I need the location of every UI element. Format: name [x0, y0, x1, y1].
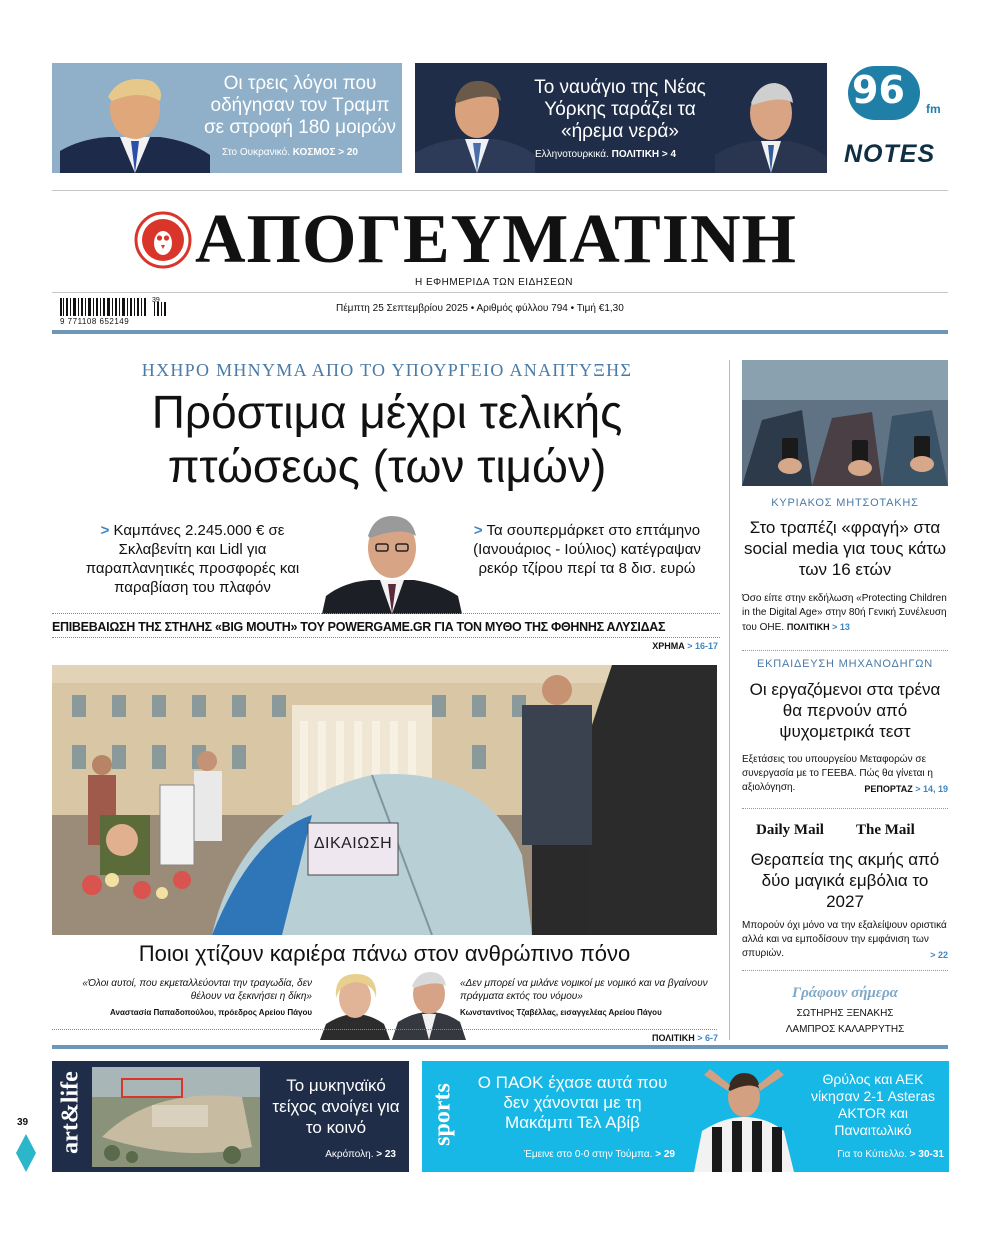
photo-story-page-ref[interactable]: ΠΟΛΙΤΙΚΗ > 6-7	[651, 1033, 718, 1043]
barcode-issue: 39	[152, 297, 160, 304]
photo-story-divider	[52, 1029, 717, 1030]
protest-sign: ΔΙΚΑΙΩΣΗ	[313, 835, 393, 852]
sports-side-headline: Θρύλος και ΑΕΚ νίκησαν 2-1 Asteras AKTOR και Παναιτωλικό	[810, 1071, 936, 1138]
art-life-label: art&life	[57, 1071, 84, 1154]
sidebar-story2-page-ref[interactable]: ΡΕΠΟΡΤΑΖ > 14, 19	[864, 784, 948, 794]
page-number: 39	[17, 1117, 29, 1128]
barcode-number: 9 771108 652149	[60, 317, 130, 326]
masthead-tagline: Η ΕΦΗΜΕΡΙΔΑ ΤΩΝ ΕΙΔΗΣΕΩΝ	[415, 277, 574, 288]
radio-number: 96	[852, 68, 905, 112]
masthead-title[interactable]: ΑΠΟΓΕΥΜΑΤΙΝΗ	[195, 201, 797, 278]
masthead-bottom-rule	[52, 292, 948, 293]
column-divider	[729, 360, 730, 1040]
sidebar-story3-page-ref[interactable]: > 22	[930, 950, 948, 960]
sidebar-divider-3	[742, 970, 948, 971]
the-mail-logo: The Mail	[856, 822, 915, 838]
lead-page-ref[interactable]: ΧΡΗΜΑ > 16-17	[652, 641, 718, 651]
sidebar-story3-headline[interactable]: Θεραπεία της ακμής από δύο μαγικά εμβόλια το 2027	[750, 850, 940, 911]
dateline: Πέμπτη 25 Σεπτεμβρίου 2025 • Αριθμός φύλλου 794 • Τιμή €1,30	[336, 303, 624, 314]
lead-divider-2	[52, 637, 720, 638]
radio-name: NOTES	[844, 140, 936, 168]
art-life-foot: Ακρόπολη. > 23	[325, 1149, 396, 1160]
teaser-new-york-foot: Ελληνοτουρκικά. ΠΟΛΙΤΙΚΗ > 4	[535, 149, 677, 160]
sports-label: sports	[429, 1083, 456, 1146]
attrib-right: Κωνσταντίνος Τζαβέλλας, εισαγγελέας Αρείου Πάγου	[460, 1008, 662, 1017]
writers-title: Γράφουν σήμερα	[792, 985, 898, 1001]
bullet-arrow-icon: >	[473, 522, 483, 539]
sports-headline: Ο ΠΑΟΚ έχασε αυτά που δεν χάνονται με τη Μακάμπι Τελ Αβίβ	[477, 1073, 668, 1132]
teaser-trump-foot: Στο Ουκρανικό. ΚΟΣΜΟΣ > 20	[222, 147, 358, 158]
masthead-blue-rule	[52, 330, 948, 334]
radio-unit: fm	[926, 102, 941, 116]
lead-bullet-right: > Τα σουπερμάρκετ στο επτάμηνο (Ιανουάριος - Ιούλιος) κατέγραψαν ρεκόρ τζίρου περί τα 8 δισ. ευρώ	[473, 522, 701, 577]
sidebar-story3-body: Μπορούν όχι μόνο να την εξαλείψουν οριστικά αλλά και να εμποδίσουν την εμφάνιση των σπυριών.	[742, 920, 947, 959]
paok-player-photo	[684, 1061, 804, 1172]
lead-headline[interactable]: Πρόστιμα μέχρι τελικής πτώσεως (των τιμών)	[151, 386, 623, 492]
minister-photo	[322, 508, 462, 614]
art-life-label-wrap	[52, 1061, 90, 1172]
sidebar-story2-body: Εξετάσεις του υπουργείου Μεταφορών σε συνεργασία με το ΓΕΕΒΑ. Πώς θα γίνεται η αξιολόγηση.	[742, 754, 933, 793]
lead-kicker: ΗΧΗΡΟ ΜΗΝΥΜΑ ΑΠΟ ΤΟ ΥΠΟΥΡΓΕΙΟ ΑΝΑΠΤΥΞΗΣ	[141, 360, 633, 380]
sidebar-story1-body: Όσο είπε στην εκδήλωση «Protecting Children in the Digital Age» στην 80ή Γενική Συνέλευση του ΟΗΕ. ΠΟΛΙΤΙΚΗ > 13	[742, 593, 947, 633]
sidebar-story2-kicker: ΕΚΠΑΙΔΕΥΣΗ ΜΗΧΑΝΟΔΗΓΩΝ	[757, 658, 933, 670]
teaser-new-york[interactable]	[415, 63, 827, 173]
parliament-scene	[52, 665, 717, 935]
sidebar-divider-1	[742, 650, 948, 651]
phones-photo	[742, 360, 948, 486]
sidebar-story2-headline[interactable]: Οι εργαζόμενοι στα τρένα θα περνούν από ψυχομετρικά τεστ	[749, 680, 941, 741]
owl-logo	[134, 211, 192, 269]
erdogan-photo	[715, 71, 827, 173]
protest-photo	[52, 665, 717, 935]
sidebar-story1-kicker: ΚΥΡΙΑΚΟΣ ΜΗΤΣΟΤΑΚΗΣ	[771, 497, 919, 509]
lead-strap: ΕΠΙΒΕΒΑΙΩΣΗ ΤΗΣ ΣΤΗΛΗΣ «BIG MOUTH» ΤΟΥ POWERGAME.GR ΓΙΑ ΤΟΝ ΜΥΘΟ ΤΗΣ ΦΘΗΝΗΣ ΑΛΥΣΙΔΑΣ	[52, 620, 666, 634]
quote-right: «Δεν μπορεί να μιλάνε νομικοί με νομικό και να βγαίνουν πράγματα εκτός του νόμου»	[460, 978, 708, 1002]
writer-1[interactable]: ΣΩΤΗΡΗΣ ΞΕΝΑΚΗΣ	[796, 1008, 894, 1019]
sports-foot: Έμεινε στο 0-0 στην Τούμπα. > 29	[523, 1149, 675, 1160]
diamond-icon	[16, 1134, 36, 1172]
sports-box[interactable]	[422, 1061, 949, 1172]
teaser-new-york-title: Το ναυάγιο της Νέας Υόρκης ταράζει τα «ήρεμα νερά»	[534, 77, 706, 142]
lead-bullet-left: > Καμπάνες 2.245.000 € σε Σκλαβενίτη και Lidl για παραπλανητικές προσφορές και παραβίαση του πλαφόν	[85, 522, 300, 596]
sidebar-story1-headline[interactable]: Στο τραπέζι «φραγή» στα social media για τους κάτω των 16 ετών	[743, 518, 947, 579]
radio-96fm-logo[interactable]	[842, 62, 952, 174]
quote-left: «Όλοι αυτοί, που εκμεταλλεύονται την τραγωδία, δεν θέλουν να ξεκινήσει η δίκη»	[82, 978, 312, 1002]
lead-divider	[52, 613, 720, 614]
teaser-trump[interactable]	[52, 63, 402, 173]
art-life-headline: Το μυκηναϊκό τείχος ανοίγει για το κοινό	[272, 1076, 400, 1137]
trump-photo	[60, 71, 210, 173]
photo-story-headline[interactable]: Ποιοι χτίζουν καριέρα πάνω στον ανθρώπινο πόνο	[138, 941, 631, 966]
bottom-blue-rule	[52, 1045, 948, 1049]
acropolis-photo	[92, 1067, 260, 1167]
sports-side-foot: Για το Κύπελλο. > 30-31	[837, 1149, 944, 1160]
masthead-top-rule	[52, 190, 948, 191]
writer-2[interactable]: ΛΑΜΠΡΟΣ ΚΑΛΑΡΡΥΤΗΣ	[785, 1024, 905, 1035]
sports-label-wrap	[422, 1061, 462, 1172]
attrib-left: Αναστασία Παπαδοπούλου, πρόεδρος Αρείου Πάγου	[110, 1008, 312, 1017]
daily-mail-logo: Daily Mail	[756, 822, 824, 838]
teaser-trump-title: Οι τρεις λόγοι που οδήγησαν τον Τραμπ σε στροφή 180 μοιρών	[203, 73, 397, 138]
sidebar-divider-2	[742, 808, 948, 809]
bullet-arrow-icon: >	[100, 522, 110, 539]
art-life-box[interactable]	[52, 1061, 409, 1172]
